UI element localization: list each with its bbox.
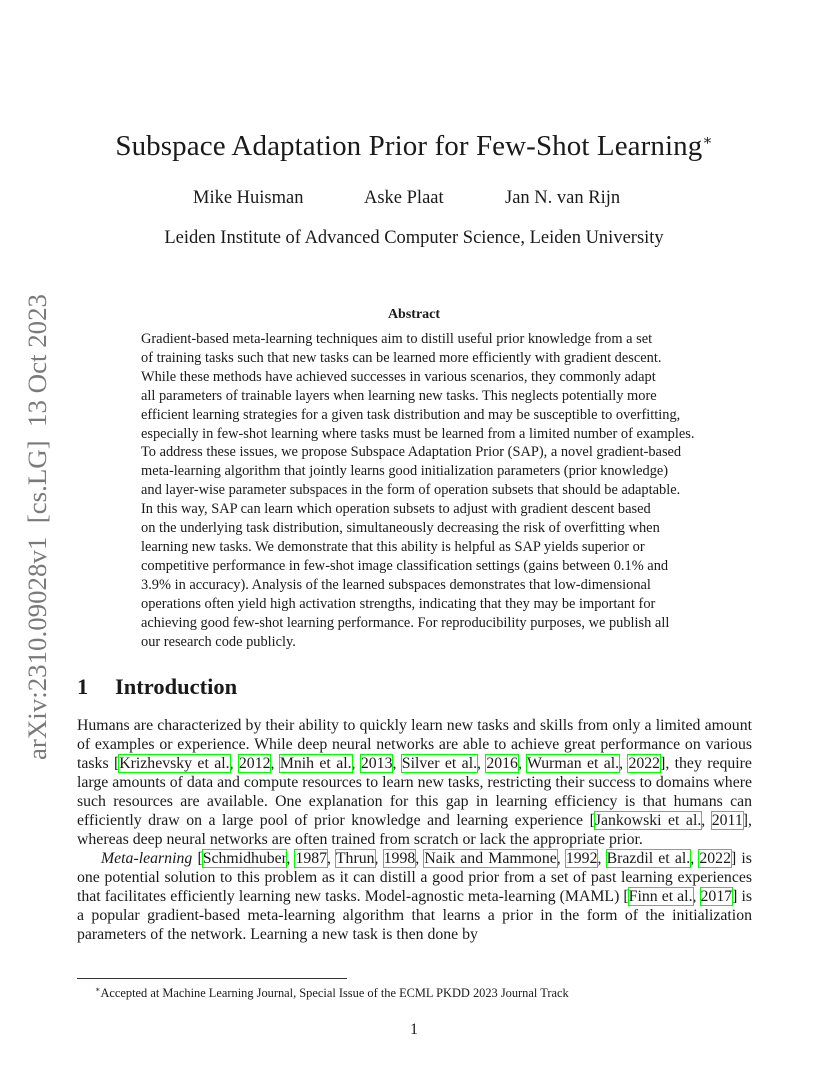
citation-link[interactable]: Silver et al.: [401, 755, 478, 772]
abstract-body: [117, 330, 712, 651]
section-title: Introduction: [115, 674, 238, 699]
introduction-text: [77, 716, 752, 944]
author-name: Aske Plaat: [364, 188, 444, 208]
paper-title-text: Subspace Adaptation Prior for Few-Shot Learning: [115, 130, 703, 162]
text-run: ,: [415, 850, 425, 867]
text-run: ,: [517, 755, 527, 772]
abstract-line: especially in few-shot learning where tasks must be learned from a limited number of examples.: [141, 425, 695, 442]
text-run: ,: [327, 850, 336, 867]
text-run: [: [192, 850, 203, 867]
citation-link[interactable]: Jankowski et al.: [594, 812, 702, 829]
author-name: Mike Huisman: [193, 188, 304, 208]
citation-link[interactable]: 2012: [238, 755, 271, 772]
citation-link[interactable]: Finn et al.: [628, 888, 693, 905]
abstract-line: competitive performance in few-shot image classification settings (gains between 0.1% and: [141, 557, 669, 574]
section-heading: [77, 674, 237, 700]
text-run: ], whereas deep neural networks are often trained from scratch or lack the appropriate prior.: [77, 812, 752, 848]
text-run: ,: [229, 755, 239, 772]
paragraph: [77, 849, 752, 944]
abstract-line: In this way, SAP can learn which operation subsets to adjust with gradient descent based: [141, 501, 651, 518]
text-run: ,: [286, 850, 296, 867]
abstract-line: on the underlying task distribution, simultaneously decreasing the risk of overfitting when: [141, 520, 660, 537]
text-run: ,: [619, 755, 629, 772]
abstract-line: of training tasks such that new tasks can be learned more efficiently with gradient descent.: [141, 349, 662, 366]
citation-link[interactable]: 1998: [383, 850, 416, 867]
abstract-heading: Abstract: [387, 307, 441, 322]
citation-link[interactable]: Schmidhuber: [202, 850, 287, 867]
text-run: ,: [270, 755, 280, 772]
paragraph: [77, 716, 752, 849]
abstract-line: learning new tasks. We demonstrate that this ability is helpful as SAP yields superior or: [141, 538, 645, 555]
citation-link[interactable]: Brazdil et al.: [606, 850, 691, 867]
text-run: ], they require large amounts of data and compute resources to learn new tasks, restricting their success to domains where such resources are available. One explanation for this gap in learning efficiency is that humans can efficiently draw on a large pool of prior knowledge and learning experience [: [77, 755, 752, 829]
citation-link[interactable]: Mnih et al.: [279, 755, 352, 772]
text-run: ,: [351, 755, 361, 772]
citation-link[interactable]: 1992: [565, 850, 598, 867]
abstract-line: our research code publicly.: [141, 633, 296, 650]
text-run: ] is one potential solution to this problem as it can distill a good prior from a set of past learning experiences that facilitates efficiently learning new tasks. Model-agnostic meta-learning (MAML) [: [77, 850, 752, 905]
citation-link[interactable]: 1987: [295, 850, 328, 867]
paper-title: [0, 130, 828, 163]
text-run: ] is a popular gradient-based meta-learning algorithm that learns a prior in the form of the initialization parameters of the network. Learning a new task is then done by: [77, 888, 752, 943]
abstract-line: all parameters of trainable layers when learning new tasks. This neglects potentially more: [141, 387, 657, 404]
footnote-rule: [77, 978, 347, 979]
citation-link[interactable]: 2017: [700, 888, 733, 905]
abstract-line: meta-learning algorithm that jointly learns good initialization parameters (prior knowledge): [141, 463, 669, 480]
arxiv-stamp-text: arXiv:2310.09028v1 [cs.LG] 13 Oct 2023: [23, 309, 52, 760]
abstract-line: operations often yield high activation strengths, indicating that they may be important for: [141, 595, 656, 612]
text-run: ,: [690, 850, 700, 867]
citation-link[interactable]: 2013: [360, 755, 393, 772]
abstract-line: achieving good few-shot learning performance. For reproducibility purposes, we publish all: [141, 614, 670, 631]
title-footnote-mark: ∗: [702, 133, 713, 149]
text-run: ,: [477, 755, 487, 772]
citation-link[interactable]: Thrun: [335, 850, 375, 867]
abstract-line: efficient learning strategies for a given task distribution and may be susceptible to overfitting,: [141, 406, 681, 423]
section-number: 1: [77, 674, 89, 699]
citation-link[interactable]: 2011: [711, 812, 743, 829]
citation-link[interactable]: Krizhevsky et al.: [119, 755, 230, 772]
arxiv-stamp: [0, 290, 76, 766]
page-number: 1: [410, 1021, 418, 1038]
footnote-mark: ∗: [95, 985, 101, 994]
text-run: ,: [392, 755, 402, 772]
citation-link[interactable]: 2022: [699, 850, 731, 867]
footnote: [95, 985, 569, 1001]
abstract-line: While these methods have achieved successes in various scenarios, they commonly adapt: [141, 368, 656, 385]
citation-link[interactable]: 2016: [486, 755, 518, 772]
citation-link[interactable]: Naik and Mammone: [424, 850, 557, 867]
abstract-line: Gradient-based meta-learning techniques aim to distill useful prior knowledge from a set: [141, 331, 653, 347]
emphasis: Meta-learning: [101, 850, 193, 867]
abstract-line: To address these issues, we propose Subspace Adaptation Prior (SAP), a novel gradient-based: [141, 444, 682, 461]
affiliation: Leiden Institute of Advanced Computer Science, Leiden University: [164, 228, 664, 248]
text-run: ,: [701, 812, 712, 829]
footnote-text: Accepted at Machine Learning Journal, Special Issue of the ECML PKDD 2023 Journal Track: [100, 986, 569, 1001]
citation-link[interactable]: 2022: [628, 755, 661, 772]
text-run: Humans are characterized by their ability to quickly learn new tasks and skills from only a limited amount of examples or experience. While deep neural networks are able to achieve great performance on various tasks [: [77, 717, 752, 772]
abstract-line: 3.9% in accuracy). Analysis of the learned subspaces demonstrates that low-dimensional: [141, 576, 651, 593]
abstract-line: and layer-wise parameter subspaces in the form of operation subsets that should be adaptable.: [141, 482, 681, 499]
text-run: ,: [556, 850, 566, 867]
citation-link[interactable]: Wurman et al.: [527, 755, 620, 772]
author-name: Jan N. van Rijn: [505, 188, 621, 208]
text-run: ,: [597, 850, 607, 867]
text-run: ,: [374, 850, 384, 867]
text-run: ,: [692, 888, 701, 905]
